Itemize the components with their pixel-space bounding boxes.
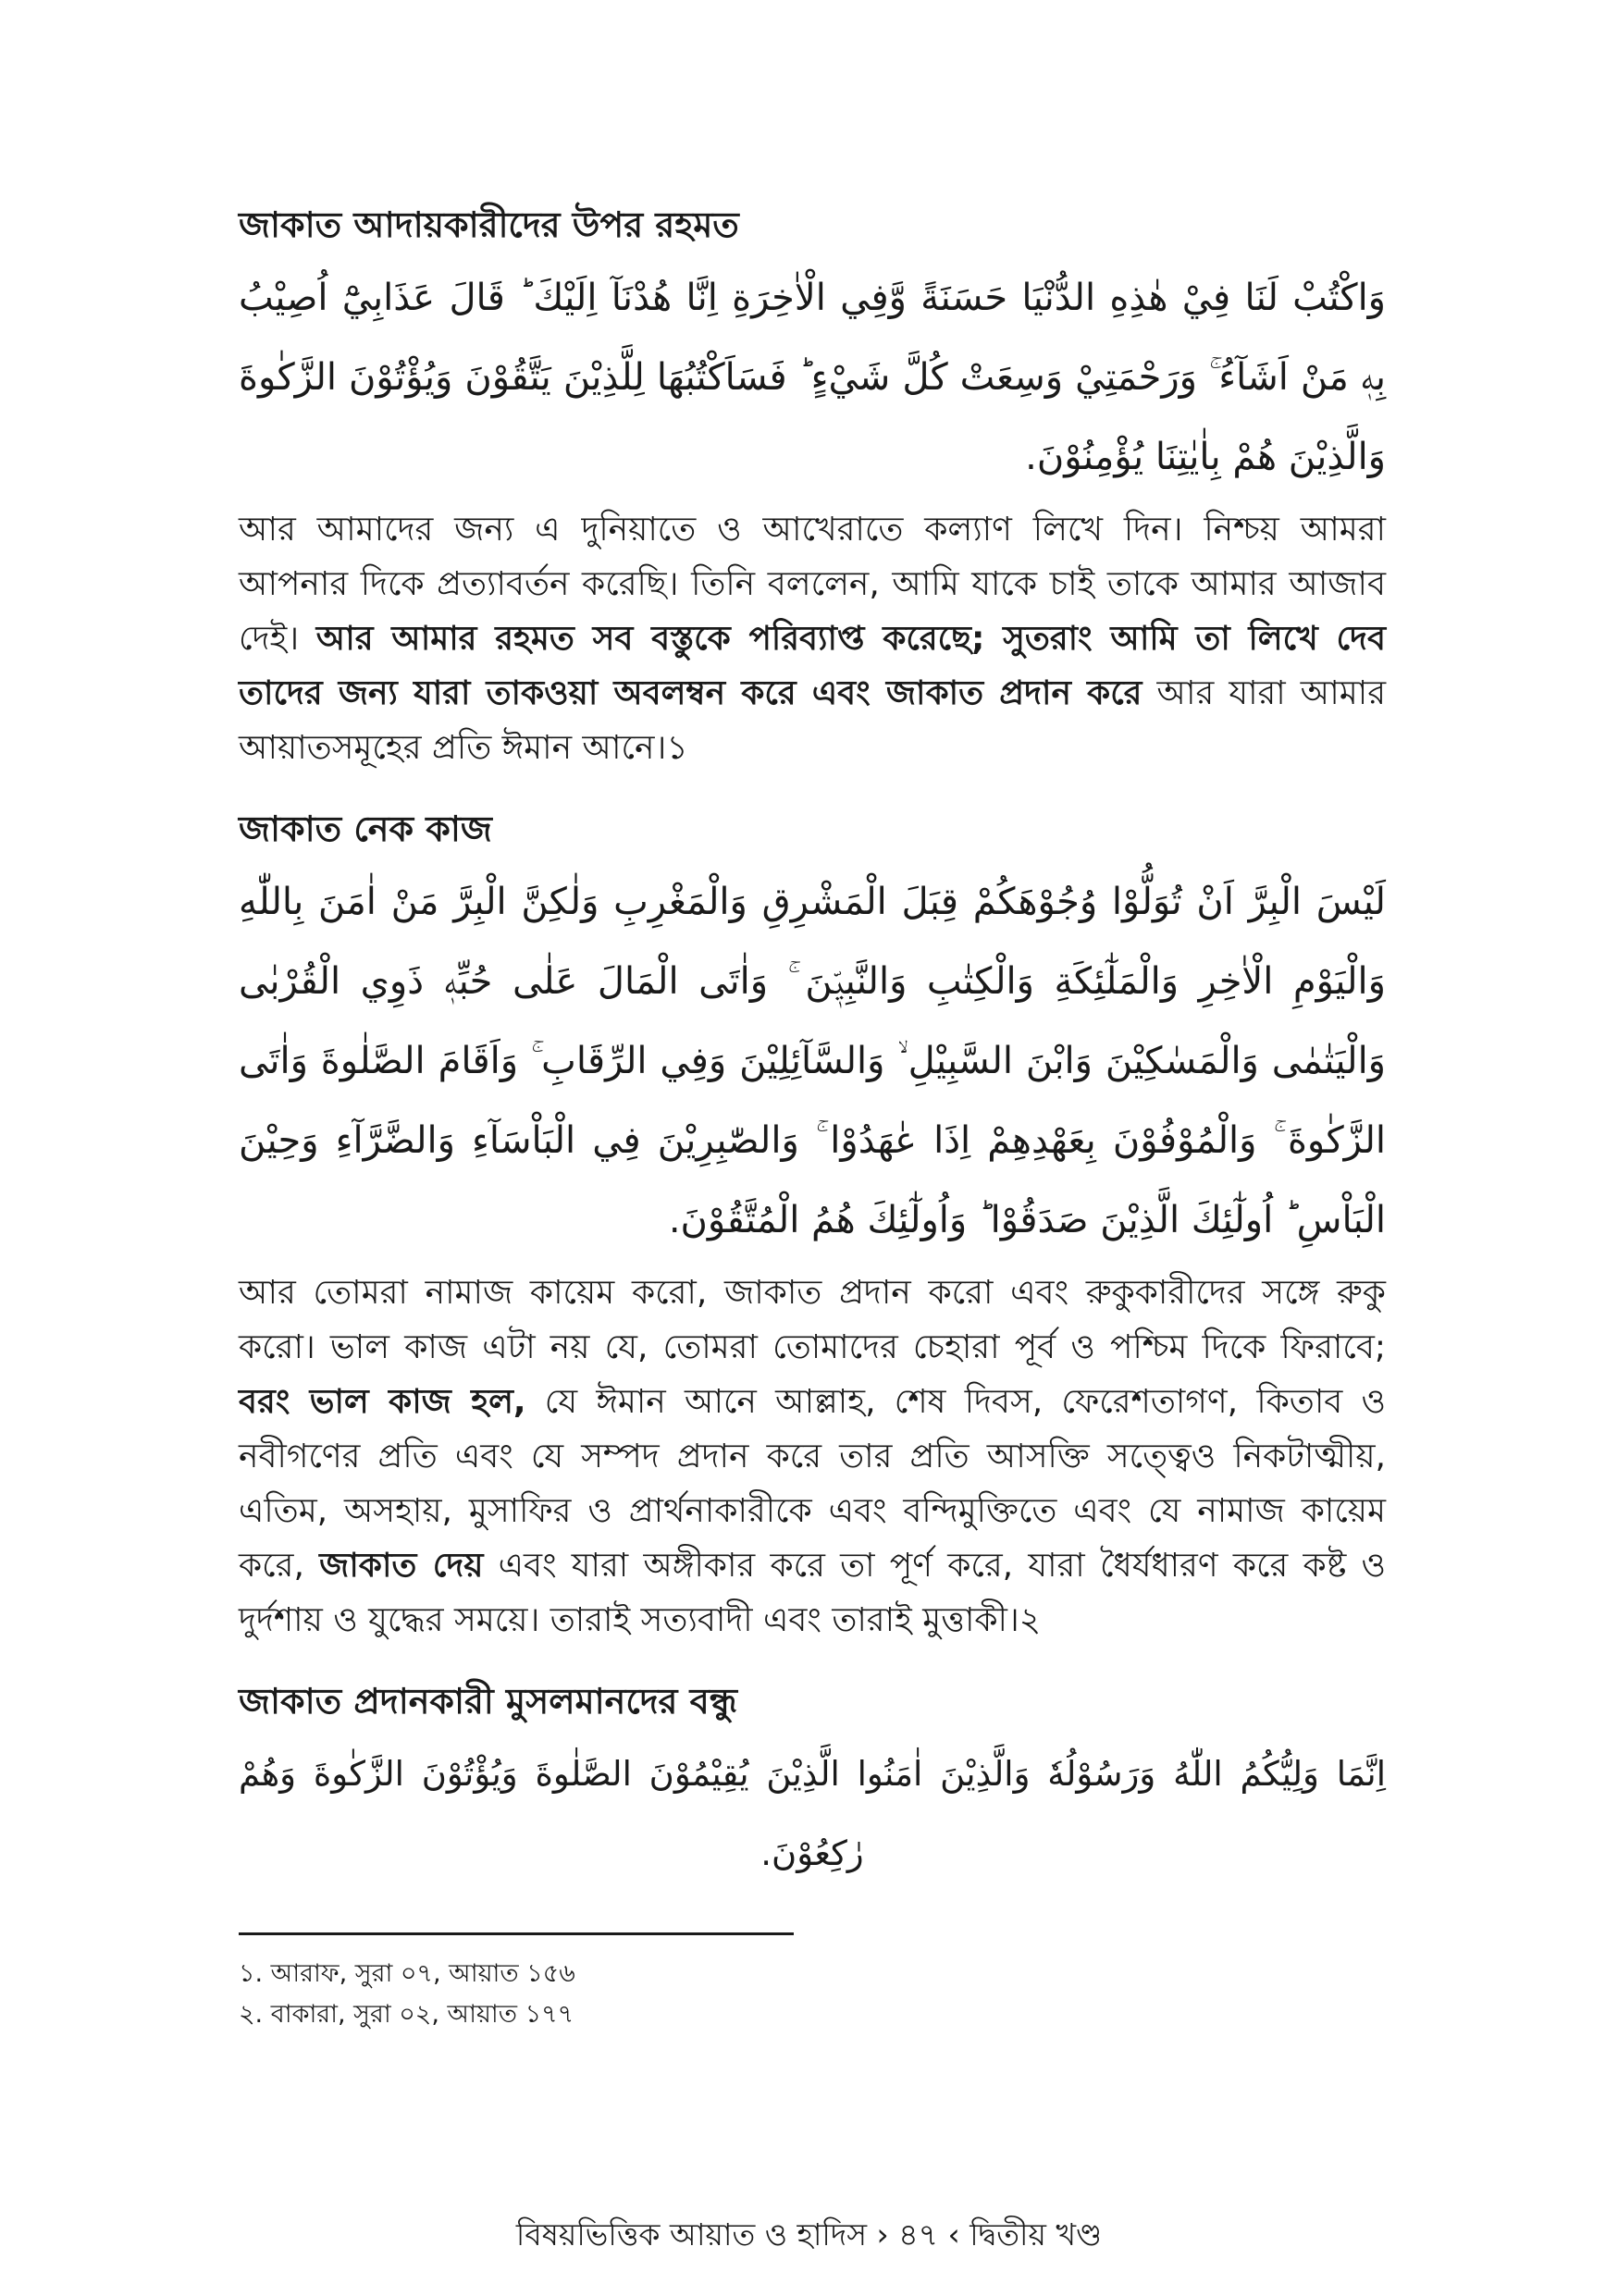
bengali-translation <box>239 1265 1386 1648</box>
arabic-verse: اِنَّمَا وَلِيُّكُمُ اللّٰهُ وَرَسُوْلُهٗ وَالَّذِيْنَ اٰمَنُوا الَّذِيْنَ يُقِيْمُوْنَ الصَّلٰوةَ وَيُؤْتُوْنَ الزَّكٰوةَ وَهُمْ رٰكِعُوْنَ. <box>239 1754 1386 1873</box>
page-content <box>239 199 1386 2035</box>
arabic-verse: لَيْسَ الْبِرَّ اَنْ تُوَلُّوْا وُجُوْهَكُمْ قِبَلَ الْمَشْرِقِ وَالْمَغْرِبِ وَلٰكِنَّ الْبِرَّ مَنْ اٰمَنَ بِاللّٰهِ وَالْيَوْمِ الْاٰخِرِ وَالْمَلٰٓئِكَةِ وَالْكِتٰبِ وَالنَّبِيّٖنَ ۚ وَاٰتَى الْمَالَ عَلٰى حُبِّهٖ ذَوِي الْقُرْبٰى وَالْيَتٰمٰى وَالْمَسٰكِيْنَ وَابْنَ السَّبِيْلِ ۙ وَالسَّآئِلِيْنَ وَفِي الرِّقَابِ ۚ وَاَقَامَ الصَّلٰوةَ وَاٰتَى الزَّكٰوةَ ۚ وَالْمُوْفُوْنَ بِعَهْدِهِمْ اِذَا عٰهَدُوْا ۚ وَالصّٰبِرِيْنَ فِي الْبَاْسَآءِ وَالضَّرَّآءِ وَحِيْنَ الْبَاْسِ ؕ اُولٰٓئِكَ الَّذِيْنَ صَدَقُوْا ؕ وَاُولٰٓئِكَ هُمُ الْمُتَّقُوْنَ. <box>239 881 1386 1241</box>
section-zakat-mercy <box>239 199 1386 775</box>
translation-text: আর তোমরা নামাজ কায়েম করো, জাকাত প্রদান করো এবং রুকুকারীদের সঙ্গে রুকু করো। ভাল কাজ এটা নয় যে, তোমরা তোমাদের চেহারা পূর্ব ও পশ্চিম দিকে ফিরাবে; <box>239 1274 1386 1366</box>
section-heading: জাকাত নেক কাজ <box>239 809 492 849</box>
section-zakat-friends <box>239 1675 1386 1894</box>
arabic-verse: وَاكْتُبْ لَنَا فِيْ هٰذِهِ الدُّنْيَا حَسَنَةً وَّفِي الْاٰخِرَةِ اِنَّا هُدْنَآ اِلَيْكَ ؕ قَالَ عَذَابِيْٓ اُصِيْبُ بِهٖ مَنْ اَشَآءُ ۚ وَرَحْمَتِيْ وَسِعَتْ كُلَّ شَيْءٍ ؕ فَسَاَكْتُبُهَا لِلَّذِيْنَ يَتَّقُوْنَ وَيُؤْتُوْنَ الزَّكٰوةَ وَالَّذِيْنَ هُمْ بِاٰيٰتِنَا يُؤْمِنُوْنَ. <box>239 277 1386 478</box>
translation-emphasis: বরং ভাল কাজ হল, <box>239 1383 526 1421</box>
footnote-1: ১. আরাফ, সুরা ০৭, আয়াত ১৫৬ <box>239 1959 575 1988</box>
translation-text: এবং যারা অঙ্গীকার করে তা পূর্ণ করে, যারা ধৈর্যধারণ করে কষ্ট ও দুর্দশায় ও যুদ্ধের সময়ে। তারাই সত্যবাদী এবং তারাই মুত্তাকী।২ <box>239 1547 1387 1639</box>
translation-text: যে ঈমান আনে আল্লাহ, শেষ দিবস, ফেরেশতাগণ, কিতাব ও নবীগণের প্রতি এবং যে সম্পদ প্রদান করে তার প্রতি আসক্তি সত্ত্বেও নিকটাত্মীয়, এতিম, অসহায়, মুসাফির ও প্রার্থনাকারীকে এবং বন্দিমুক্তিতে এবং যে নামাজ কায়েম করে, <box>239 1383 1386 1585</box>
section-heading: জাকাত প্রদানকারী মুসলমানদের বন্ধু <box>239 1681 737 1722</box>
footnote-divider <box>239 1932 794 1935</box>
footnote-2: ২. বাকারা, সুরা ০২, আয়াত ১৭৭ <box>239 2000 574 2029</box>
section-heading: জাকাত আদায়কারীদের উপর রহমত <box>239 204 739 245</box>
translation-text: আর আমাদের জন্য এ দুনিয়াতে ও আখেরাতে কল্যাণ লিখে দিন। নিশ্চয় আমরা আপনার দিকে প্রত্যাবর্তন করেছি। তিনি বললেন, আমি যাকে চাই তাকে আমার আজাব দেই। <box>239 511 1386 658</box>
bengali-translation <box>239 502 1386 775</box>
translation-emphasis: আর আমার রহমত সব বস্তুকে পরিব্যাপ্ত করেছে; সুতরাং আমি তা লিখে দেব তাদের জন্য যারা তাকওয়া অবলম্বন করে এবং জাকাত প্রদান করে <box>239 620 1386 712</box>
page-footer: বিষয়ভিত্তিক আয়াত ও হাদিস › ৪৭ ‹ দ্বিতীয় খণ্ড <box>515 2216 1103 2253</box>
translation-text: আর যারা আমার আয়াতসমূহের প্রতি ঈমান আনে।১ <box>239 674 1386 767</box>
section-zakat-good-deed <box>239 803 1386 1648</box>
translation-emphasis: জাকাত দেয় <box>319 1547 484 1585</box>
